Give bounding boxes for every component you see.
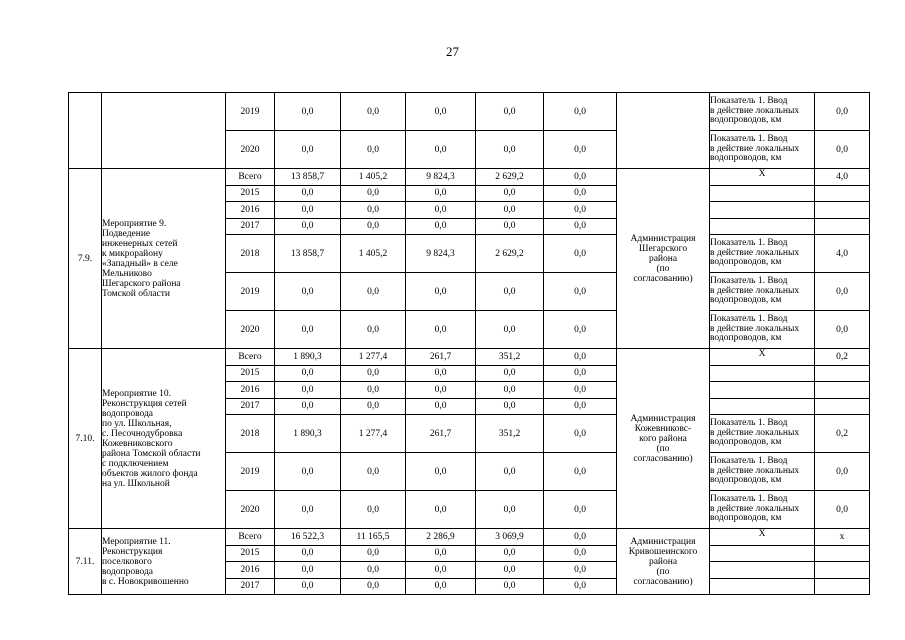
value-cell: 0,0 (341, 578, 406, 595)
value-cell: 0,0 (341, 202, 406, 219)
value-cell: 9 824,3 (406, 235, 476, 273)
value-cell: 0,0 (341, 545, 406, 562)
indicator-cell: Показатель 1. Ввод в действие локальных водопроводов, км (710, 93, 815, 131)
value-cell: 0,0 (406, 218, 476, 235)
executor-cell: Администрация Кривошеинского района (по согласованию) (617, 529, 710, 595)
value-cell: 0,0 (476, 562, 544, 579)
value-cell: 0,0 (476, 311, 544, 349)
table-row (69, 93, 870, 131)
year-cell: 2016 (226, 382, 275, 399)
year-cell: 2015 (226, 365, 275, 382)
value-cell: 0,0 (544, 169, 617, 186)
item-code: 7.11. (69, 529, 102, 595)
value-cell: 0,0 (275, 491, 341, 529)
indicator-cell: Показатель 1. Ввод в действие локальных водопроводов, км (710, 311, 815, 349)
table-row (69, 349, 870, 366)
value-cell: 0,0 (544, 398, 617, 415)
value-cell: 0,0 (406, 202, 476, 219)
value-cell: 0,0 (275, 131, 341, 169)
value-cell: 1 277,4 (341, 415, 406, 453)
value-cell: 0,0 (275, 382, 341, 399)
value-cell: 0,0 (406, 545, 476, 562)
value-cell: 0,0 (544, 185, 617, 202)
value-cell: 0,0 (275, 218, 341, 235)
year-cell: 2019 (226, 273, 275, 311)
value-cell: 0,0 (275, 562, 341, 579)
value-cell: 0,0 (275, 311, 341, 349)
target-value-cell: 4,0 (815, 235, 870, 273)
value-cell: 0,0 (544, 382, 617, 399)
year-cell: 2020 (226, 491, 275, 529)
target-value-cell (815, 218, 870, 235)
value-cell: 261,7 (406, 349, 476, 366)
indicator-cell: X (710, 529, 815, 546)
value-cell: 0,0 (544, 273, 617, 311)
target-value-cell: 0,0 (815, 491, 870, 529)
value-cell: 0,0 (544, 545, 617, 562)
value-cell: 0,0 (476, 578, 544, 595)
value-cell: 16 522,3 (275, 529, 341, 546)
value-cell: 0,0 (341, 218, 406, 235)
item-code: 7.9. (69, 169, 102, 349)
value-cell: 0,0 (544, 131, 617, 169)
value-cell: 0,0 (544, 529, 617, 546)
value-cell: 0,0 (544, 235, 617, 273)
target-value-cell: 0,0 (815, 93, 870, 131)
target-value-cell (815, 545, 870, 562)
year-cell: Всего (226, 349, 275, 366)
value-cell: 0,0 (544, 349, 617, 366)
value-cell: 0,0 (544, 415, 617, 453)
value-cell: 0,0 (275, 453, 341, 491)
target-value-cell: 0,0 (815, 453, 870, 491)
executor-cell: Администрация Шегарского района (по согласованию) (617, 169, 710, 349)
target-value-cell: 0,0 (815, 131, 870, 169)
year-cell: 2018 (226, 415, 275, 453)
value-cell: 0,0 (406, 311, 476, 349)
value-cell: 0,0 (406, 562, 476, 579)
value-cell: 1 405,2 (341, 235, 406, 273)
indicator-cell: X (710, 169, 815, 186)
target-value-cell (815, 185, 870, 202)
value-cell: 0,0 (341, 453, 406, 491)
value-cell: 0,0 (406, 382, 476, 399)
target-value-cell (815, 562, 870, 579)
indicator-cell: Показатель 1. Ввод в действие локальных водопроводов, км (710, 453, 815, 491)
value-cell: 0,0 (275, 365, 341, 382)
indicator-cell: X (710, 349, 815, 366)
target-value-cell (815, 398, 870, 415)
year-cell: Всего (226, 169, 275, 186)
indicator-cell: Показатель 1. Ввод в действие локальных водопроводов, км (710, 491, 815, 529)
value-cell: 0,0 (341, 131, 406, 169)
value-cell: 9 824,3 (406, 169, 476, 186)
target-value-cell: 0,2 (815, 349, 870, 366)
value-cell: 1 890,3 (275, 349, 341, 366)
value-cell: 0,0 (275, 202, 341, 219)
value-cell: 0,0 (341, 93, 406, 131)
year-cell: 2015 (226, 185, 275, 202)
value-cell: 0,0 (341, 365, 406, 382)
target-value-cell: x (815, 529, 870, 546)
item-code: 7.10. (69, 349, 102, 529)
year-cell: 2016 (226, 202, 275, 219)
value-cell: 0,0 (476, 365, 544, 382)
value-cell: 0,0 (341, 311, 406, 349)
target-value-cell: 4,0 (815, 169, 870, 186)
value-cell: 0,0 (406, 185, 476, 202)
year-cell: 2020 (226, 131, 275, 169)
value-cell: 1 890,3 (275, 415, 341, 453)
table-row (69, 169, 870, 186)
value-cell: 1 405,2 (341, 169, 406, 186)
indicator-cell (710, 185, 815, 202)
value-cell: 0,0 (476, 218, 544, 235)
executor-cell: Администрация Кожевниковс- кого района (по согласованию) (617, 349, 710, 529)
target-value-cell (815, 365, 870, 382)
value-cell: 0,0 (341, 185, 406, 202)
value-cell: 0,0 (341, 491, 406, 529)
value-cell: 0,0 (275, 93, 341, 131)
target-value-cell: 0,0 (815, 311, 870, 349)
value-cell: 0,0 (544, 311, 617, 349)
executor-cell (617, 93, 710, 169)
target-value-cell (815, 578, 870, 595)
item-name (102, 93, 226, 169)
value-cell: 0,0 (544, 562, 617, 579)
value-cell: 0,0 (544, 491, 617, 529)
value-cell: 0,0 (275, 398, 341, 415)
item-name: Мероприятие 9. Подведение инженерных сетей к микрорайону «Западный» в селе Мельниково Шегарского района Томской области (102, 169, 226, 349)
program-table (68, 92, 870, 595)
indicator-cell (710, 202, 815, 219)
year-cell: 2017 (226, 218, 275, 235)
value-cell: 0,0 (275, 545, 341, 562)
value-cell: 1 277,4 (341, 349, 406, 366)
year-cell: Всего (226, 529, 275, 546)
value-cell: 0,0 (406, 273, 476, 311)
value-cell: 0,0 (544, 202, 617, 219)
value-cell: 0,0 (406, 131, 476, 169)
value-cell: 0,0 (476, 398, 544, 415)
target-value-cell: 0,0 (815, 273, 870, 311)
target-value-cell: 0,2 (815, 415, 870, 453)
value-cell: 0,0 (476, 491, 544, 529)
value-cell: 0,0 (476, 202, 544, 219)
value-cell: 351,2 (476, 349, 544, 366)
value-cell: 0,0 (406, 93, 476, 131)
value-cell: 0,0 (341, 382, 406, 399)
value-cell: 0,0 (476, 185, 544, 202)
indicator-cell (710, 562, 815, 579)
indicator-cell: Показатель 1. Ввод в действие локальных водопроводов, км (710, 131, 815, 169)
value-cell: 0,0 (275, 185, 341, 202)
value-cell: 0,0 (341, 273, 406, 311)
indicator-cell (710, 218, 815, 235)
item-name: Мероприятие 11. Реконструкция поселкового водопровода в с. Новокривошенно (102, 529, 226, 595)
value-cell: 351,2 (476, 415, 544, 453)
value-cell: 0,0 (341, 398, 406, 415)
value-cell: 2 286,9 (406, 529, 476, 546)
value-cell: 13 858,7 (275, 235, 341, 273)
value-cell: 2 629,2 (476, 235, 544, 273)
year-cell: 2017 (226, 398, 275, 415)
value-cell: 0,0 (476, 131, 544, 169)
value-cell: 0,0 (544, 218, 617, 235)
indicator-cell (710, 365, 815, 382)
indicator-cell (710, 545, 815, 562)
value-cell: 0,0 (544, 365, 617, 382)
year-cell: 2018 (226, 235, 275, 273)
year-cell: 2019 (226, 93, 275, 131)
indicator-cell (710, 578, 815, 595)
value-cell: 0,0 (544, 578, 617, 595)
year-cell: 2017 (226, 578, 275, 595)
item-code (69, 93, 102, 169)
value-cell: 0,0 (476, 273, 544, 311)
value-cell: 13 858,7 (275, 169, 341, 186)
target-value-cell (815, 202, 870, 219)
value-cell: 2 629,2 (476, 169, 544, 186)
page-number: 27 (446, 44, 459, 59)
value-cell: 0,0 (341, 562, 406, 579)
value-cell: 0,0 (275, 578, 341, 595)
year-cell: 2019 (226, 453, 275, 491)
indicator-cell: Показатель 1. Ввод в действие локальных водопроводов, км (710, 415, 815, 453)
value-cell: 3 069,9 (476, 529, 544, 546)
value-cell: 0,0 (544, 453, 617, 491)
value-cell: 0,0 (275, 273, 341, 311)
value-cell: 261,7 (406, 415, 476, 453)
table-row (69, 529, 870, 546)
value-cell: 0,0 (476, 453, 544, 491)
value-cell: 0,0 (476, 545, 544, 562)
value-cell: 0,0 (406, 578, 476, 595)
value-cell: 0,0 (544, 93, 617, 131)
indicator-cell: Показатель 1. Ввод в действие локальных водопроводов, км (710, 235, 815, 273)
indicator-cell: Показатель 1. Ввод в действие локальных водопроводов, км (710, 273, 815, 311)
year-cell: 2015 (226, 545, 275, 562)
value-cell: 0,0 (406, 398, 476, 415)
item-name: Мероприятие 10. Реконструкция сетей водопровода по ул. Школьная, с. Песочнодубровка Кожевниковского района Томской области с подключением объектов жилого фонда на ул. Школьной (102, 349, 226, 529)
value-cell: 11 165,5 (341, 529, 406, 546)
value-cell: 0,0 (406, 491, 476, 529)
value-cell: 0,0 (476, 382, 544, 399)
year-cell: 2020 (226, 311, 275, 349)
value-cell: 0,0 (406, 365, 476, 382)
value-cell: 0,0 (476, 93, 544, 131)
indicator-cell (710, 398, 815, 415)
indicator-cell (710, 382, 815, 399)
target-value-cell (815, 382, 870, 399)
year-cell: 2016 (226, 562, 275, 579)
value-cell: 0,0 (406, 453, 476, 491)
